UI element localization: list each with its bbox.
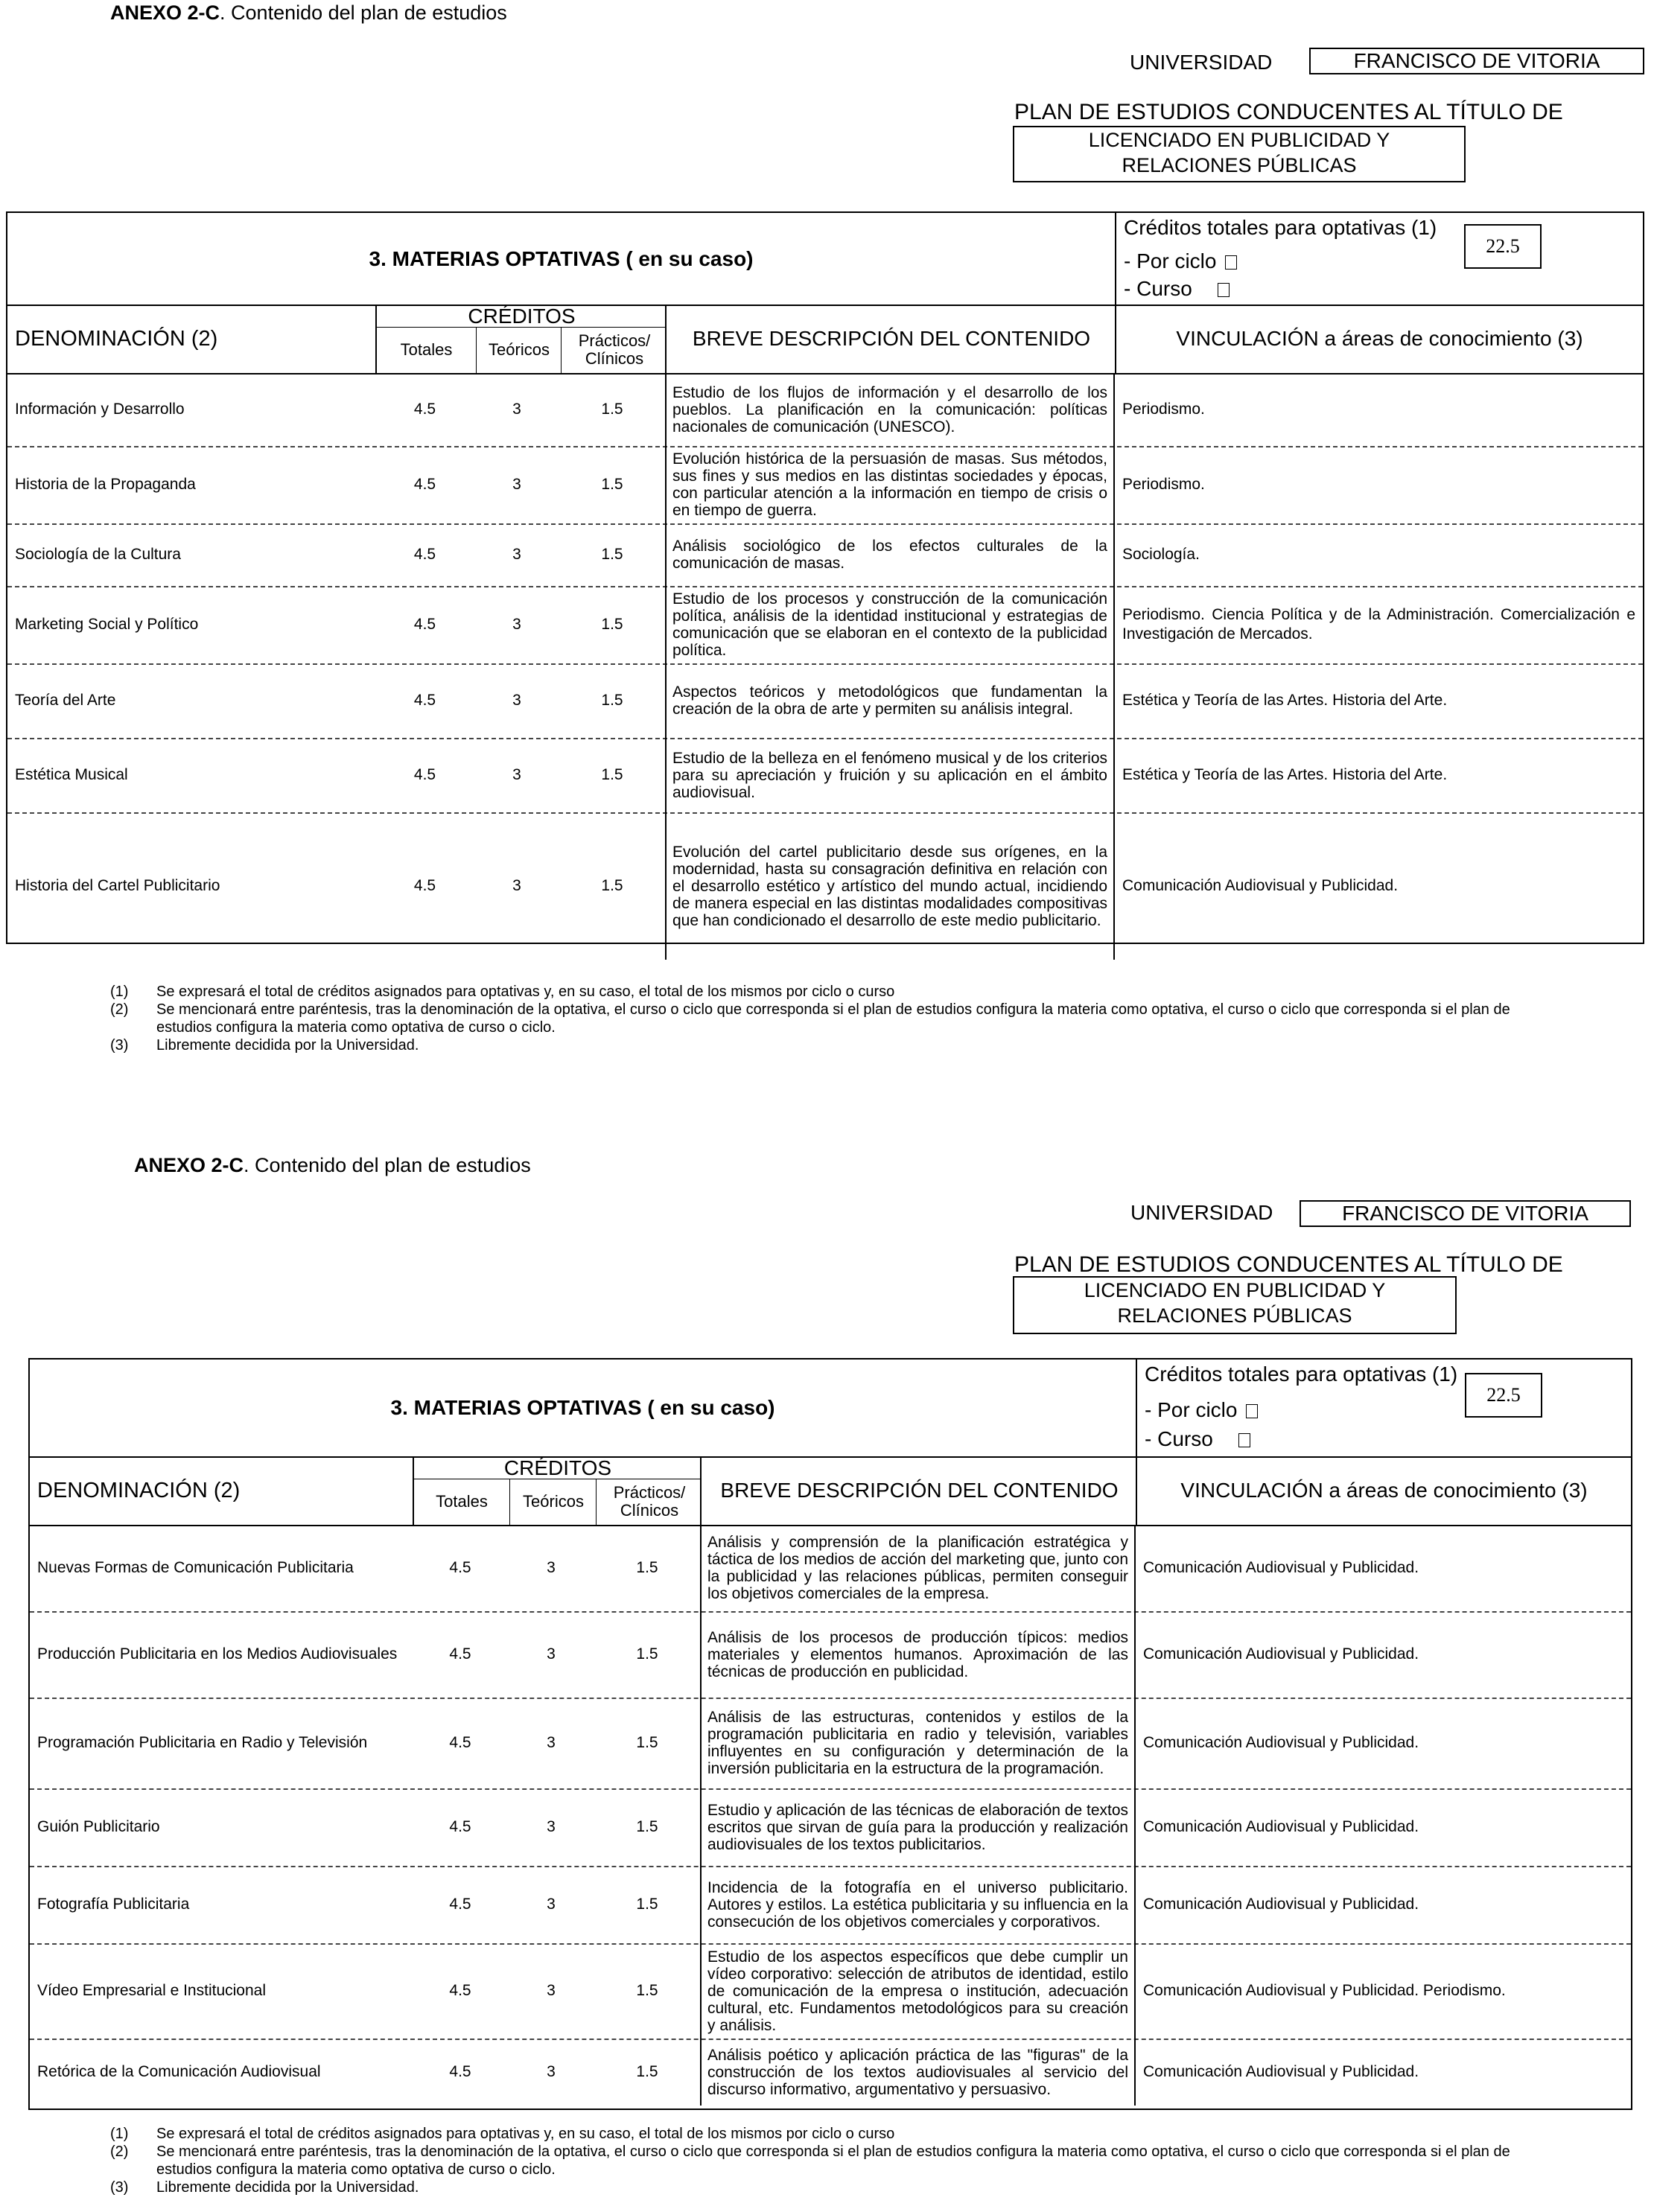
footnote-number: (2) [110,1001,129,1018]
por-ciclo-line [1145,1398,1258,1422]
row-teoricos: 3 [547,1645,556,1663]
row-vinculacion [1136,2039,1631,2106]
row-practicos: 1.5 [636,1559,658,1576]
col-practicos: Prácticos/ Clínicos [561,327,667,373]
row-vinculacion [1115,523,1643,586]
row-vinculacion-text: Periodismo. [1122,401,1205,418]
row-totales: 4.5 [449,1734,471,1751]
footnote-number: (2) [110,2144,129,2160]
titulo-line-2: RELACIONES PÚBLICAS [1117,1304,1352,1327]
row-vinculacion-text: Periodismo. [1122,476,1205,493]
table-row [7,663,1643,739]
curso-label: - Curso [1124,277,1192,301]
footnotes [110,983,1525,1054]
creditos-totales-label: Créditos totales para optativas (1) [1124,216,1437,239]
row-totales: 4.5 [413,877,436,894]
anexo-code: ANEXO 2-C [110,1,220,24]
row-totales: 4.5 [449,1896,471,1913]
creditos-totales-label: Créditos totales para optativas (1) [1145,1362,1458,1386]
row-denominacion: Programación Publicitaria en Radio y Televisión [37,1734,368,1751]
row-vinculacion [1136,1611,1631,1698]
row-vinculacion-text: Estética y Teoría de las Artes. Historia del Arte. [1122,692,1448,709]
footnotes [110,2125,1525,2196]
row-descripcion-text: Estudio de la belleza en el fenómeno musical y de los criterios para su apreciación y fruición y su aplicación en el ámbito audiovisual. [672,749,1107,801]
row-vinculacion [1115,812,1643,960]
row-teoricos: 3 [512,616,521,633]
universidad-label: UNIVERSIDAD [1130,1201,1273,1224]
col-denominacion: DENOMINACIÓN (2) [37,1478,241,1502]
row-denominacion: Producción Publicitaria en los Medios Audiovisuales [37,1645,398,1663]
row-descripcion [700,1943,1136,2039]
row-descripcion [665,812,1115,960]
row-denominacion: Retórica de la Comunicación Audiovisual [37,2063,321,2080]
anexo-heading [110,1,507,25]
row-totales: 4.5 [449,2063,471,2080]
row-vinculacion [1115,738,1643,812]
row-teoricos: 3 [547,1559,556,1576]
row-descripcion [665,446,1115,523]
row-denominacion: Marketing Social y Político [15,616,199,633]
row-teoricos: 3 [547,1982,556,1999]
creditos-group [413,1456,702,1525]
anexo-subtitle: . Contenido del plan de estudios [244,1154,531,1176]
table-row [7,446,1643,525]
row-teoricos: 3 [512,766,521,783]
col-totales: Totales [400,340,453,359]
row-teoricos: 3 [512,401,521,418]
col-descripcion: BREVE DESCRIPCIÓN DEL CONTENIDO [665,305,1116,373]
row-teoricos: 3 [547,1896,556,1913]
row-descripcion [665,373,1115,446]
section-title: 3. MATERIAS OPTATIVAS ( en su caso) [369,246,754,270]
row-vinculacion-text: Estética y Teoría de las Artes. Historia del Arte. [1122,766,1448,783]
row-totales: 4.5 [449,1559,471,1576]
col-denominacion: DENOMINACIÓN (2) [15,326,218,351]
optativas-table [28,1358,1632,2110]
footnote-text: Se expresará el total de créditos asignados para optativas y, en su caso, el total de los mismos por ciclo o curso [156,984,895,1000]
table-row [30,1611,1631,1699]
row-vinculacion-text: Comunicación Audiovisual y Publicidad. [1143,1559,1419,1576]
col-teoricos: Teóricos [476,327,562,373]
creditos-totales-cell [1136,1360,1631,1456]
creditos-totales-value: 22.5 [1464,224,1542,269]
curso-checkbox[interactable] [1238,1433,1250,1447]
row-vinculacion-text: Comunicación Audiovisual y Publicidad. [1143,2063,1419,2080]
row-descripcion-text: Análisis de las estructuras, contenidos y estilos de la programación publicitaria en radio y televisión, variables influyentes en su configuración y determinación de la inversión publicitaria en la estructura de la programación. [707,1709,1128,1777]
plan-label: PLAN DE ESTUDIOS CONDUCENTES AL TÍTULO DE [1014,1252,1563,1277]
titulo-line-2: RELACIONES PÚBLICAS [1122,154,1357,176]
row-vinculacion-text: Comunicación Audiovisual y Publicidad. [1143,1818,1419,1835]
footnote-number: (3) [110,1037,129,1054]
row-denominacion: Teoría del Arte [15,692,116,709]
row-vinculacion-text: Comunicación Audiovisual y Publicidad. Periodismo. [1143,1982,1506,1999]
row-practicos: 1.5 [601,546,623,563]
row-practicos: 1.5 [601,476,623,493]
row-descripcion [700,2039,1136,2106]
creditos-totales-value: 22.5 [1465,1373,1542,1418]
row-vinculacion-text: Comunicación Audiovisual y Publicidad. [1143,1734,1419,1751]
row-practicos: 1.5 [601,692,623,709]
row-practicos: 1.5 [601,766,623,783]
row-descripcion-text: Evolución del cartel publicitario desde sus orígenes, en la modernidad, hasta su consagración definitiva en relación con el desarrollo estético y artístico del mundo actual, incidiendo de manera especial en las distintas modalidades compositivas que han condicionado el desarrollo de este medio publicitario. [672,843,1107,929]
col-creditos: CRÉDITOS [414,1456,702,1479]
row-vinculacion-text: Comunicación Audiovisual y Publicidad. [1143,1896,1419,1913]
table-row [7,812,1643,960]
row-denominacion: Historia de la Propaganda [15,476,196,493]
row-descripcion [665,663,1115,738]
row-vinculacion [1115,663,1643,738]
row-descripcion [700,1788,1136,1866]
footnote [110,1001,1525,1036]
table-row [30,1698,1631,1790]
row-denominacion: Nuevas Formas de Comunicación Publicitaria [37,1559,354,1576]
row-denominacion: Sociología de la Cultura [15,546,181,563]
row-totales: 4.5 [413,766,436,783]
table-title-row [30,1360,1631,1458]
table-row [7,586,1643,665]
footnote-text: Se mencionará entre paréntesis, tras la denominación de la optativa, el curso o ciclo que corresponda si el plan de estudios configura la materia como optativa, el curso o ciclo que corresponda si el plan de estudios configura la materia como optativa de curso o ciclo. [156,1001,1510,1036]
table-row [30,1788,1631,1867]
curso-label: - Curso [1145,1427,1213,1450]
footnote [110,2178,1525,2196]
titulo-line-1: LICENCIADO EN PUBLICIDAD Y [1088,129,1390,151]
universidad-label: UNIVERSIDAD [1130,51,1273,74]
row-teoricos: 3 [512,546,521,563]
titulo-field [1013,126,1466,182]
row-vinculacion-text: Comunicación Audiovisual y Publicidad. [1122,877,1399,894]
footnote-text: Se mencionará entre paréntesis, tras la denominación de la optativa, el curso o ciclo que corresponda si el plan de estudios configura la materia como optativa, el curso o ciclo que corresponda si el plan de estudios configura la materia como optativa de curso o ciclo. [156,2144,1510,2178]
table-row [7,373,1643,447]
row-denominacion: Estética Musical [15,766,128,783]
row-vinculacion [1115,586,1643,663]
row-vinculacion-text: Comunicación Audiovisual y Publicidad. [1143,1645,1419,1663]
anexo-heading [134,1154,531,1177]
titulo-line-1: LICENCIADO EN PUBLICIDAD Y [1084,1279,1386,1301]
curso-line [1124,277,1230,301]
section-title: 3. MATERIAS OPTATIVAS ( en su caso) [390,1396,775,1419]
row-vinculacion [1136,1698,1631,1788]
row-denominacion: Historia del Cartel Publicitario [15,877,220,894]
footnote-number: (1) [110,2126,129,2142]
por-ciclo-label: - Por ciclo [1124,249,1217,273]
row-vinculacion-text: Sociología. [1122,546,1200,563]
footnote-number: (1) [110,984,129,1000]
row-descripcion-text: Análisis poético y aplicación práctica de las "figuras" de la construcción de los textos audiovisuales al servicio del discurso informativo, argumentativo y persuasivo. [707,2046,1128,2098]
anexo-code: ANEXO 2-C [134,1154,244,1176]
row-totales: 4.5 [449,1645,471,1663]
creditos-group [375,305,667,373]
footnote-text: Se expresará el total de créditos asignados para optativas y, en su caso, el total de los mismos por ciclo o curso [156,2126,895,2142]
row-denominacion: Guión Publicitario [37,1818,160,1835]
col-vinculacion: VINCULACIÓN a áreas de conocimiento (3) [1136,1456,1631,1525]
row-practicos: 1.5 [601,401,623,418]
row-teoricos: 3 [512,692,521,709]
col-descripcion: BREVE DESCRIPCIÓN DEL CONTENIDO [700,1456,1137,1525]
optativas-table [6,211,1644,944]
col-practicos: Prácticos/ Clínicos [596,1479,702,1525]
row-vinculacion [1115,373,1643,446]
row-descripcion-text: Aspectos teóricos y metodológicos que fundamentan la creación de la obra de arte y permiten su análisis integral. [672,683,1107,718]
row-teoricos: 3 [547,2063,556,2080]
table-row [30,2039,1631,2106]
row-teoricos: 3 [512,476,521,493]
row-practicos: 1.5 [636,1818,658,1835]
column-header-row [7,305,1643,374]
row-totales: 4.5 [413,476,436,493]
row-denominacion: Vídeo Empresarial e Institucional [37,1982,266,1999]
row-totales: 4.5 [449,1982,471,1999]
footnote [110,983,1525,1001]
row-practicos: 1.5 [636,1645,658,1663]
row-practicos: 1.5 [601,616,623,633]
por-ciclo-checkbox[interactable] [1246,1404,1258,1418]
table-row [7,738,1643,814]
universidad-field: FRANCISCO DE VITORIA [1300,1200,1631,1227]
column-header-row [30,1456,1631,1526]
row-practicos: 1.5 [636,1896,658,1913]
table-row [30,1866,1631,1945]
footnote [110,2143,1525,2178]
row-teoricos: 3 [547,1734,556,1751]
row-descripcion [665,523,1115,586]
row-vinculacion [1115,446,1643,523]
row-denominacion: Información y Desarrollo [15,401,185,418]
row-vinculacion [1136,1943,1631,2039]
col-teoricos: Teóricos [509,1479,597,1525]
row-totales: 4.5 [413,616,436,633]
table-title-row [7,213,1643,306]
row-descripcion-text: Evolución histórica de la persuasión de masas. Sus métodos, sus fines y sus medios en las distintas sociedades y épocas, con particular atención a la información en tiempo de crisis o en tiempo de guerra. [672,450,1107,519]
row-descripcion-text: Incidencia de la fotografía en el universo publicitario. Autores y estilos. La estética publicitaria y su influencia en la consecución de los objetivos comerciales y corporativos. [707,1878,1128,1931]
anexo-subtitle: . Contenido del plan de estudios [220,1,507,24]
row-descripcion [665,738,1115,812]
table-row [30,1525,1631,1613]
row-teoricos: 3 [512,877,521,894]
curso-checkbox[interactable] [1218,283,1230,297]
col-vinculacion: VINCULACIÓN a áreas de conocimiento (3) [1115,305,1643,373]
col-creditos: CRÉDITOS [377,305,667,328]
row-descripcion [700,1611,1136,1698]
row-descripcion [700,1698,1136,1788]
row-descripcion-text: Análisis y comprensión de la planificación estratégica y táctica de los medios de acción del marketing que, junto con la publicidad y las relaciones públicas, permiten conseguir los objetivos comerciales de la empresa. [707,1534,1128,1602]
row-descripcion [700,1525,1136,1611]
row-descripcion [665,586,1115,663]
footnote [110,2125,1525,2143]
footnote [110,1036,1525,1054]
row-practicos: 1.5 [601,877,623,894]
por-ciclo-line [1124,249,1237,273]
row-practicos: 1.5 [636,1982,658,1999]
row-descripcion-text: Análisis de los procesos de producción típicos: medios materiales y elementos humanos. Aproximación de las técnicas de producción en publicidad. [707,1628,1128,1680]
por-ciclo-label: - Por ciclo [1145,1398,1238,1421]
row-totales: 4.5 [449,1818,471,1835]
row-descripcion-text: Análisis sociológico de los efectos culturales de la comunicación de masas. [672,538,1107,572]
row-practicos: 1.5 [636,2063,658,2080]
row-totales: 4.5 [413,401,436,418]
curso-line [1145,1427,1250,1451]
col-totales: Totales [436,1492,488,1511]
creditos-totales-cell [1115,213,1643,305]
row-descripcion [700,1866,1136,1943]
row-descripcion-text: Estudio de los procesos y construcción de la comunicación política, análisis de la identidad institucional y estrategias de comunicación que se elaboran en el contexto de la publicidad política. [672,590,1107,659]
row-vinculacion [1136,1788,1631,1866]
row-vinculacion [1136,1525,1631,1611]
row-descripcion-text: Estudio de los flujos de información y el desarrollo de los pueblos. La planificación en la comunicación: políticas nacionales de comunicación (UNESCO). [672,383,1107,436]
universidad-field: FRANCISCO DE VITORIA [1309,48,1644,74]
row-descripcion-text: Estudio de los aspectos específicos que debe cumplir un vídeo corporativo: selección de atributos de identidad, estilo de comunicación de la empresa o institución, adecuación cultural, etc. Fundamentos metodológicos para su creación y análisis. [707,1948,1128,2034]
footnote-number: (3) [110,2179,129,2196]
row-descripcion-text: Estudio y aplicación de las técnicas de elaboración de textos escritos que sirvan de guía para la producción y realización audiovisuales de los textos publicitarios. [707,1801,1129,1853]
titulo-field [1013,1276,1457,1334]
footnote-text: Libremente decidida por la Universidad. [156,2179,419,2196]
table-row [30,1943,1631,2040]
row-totales: 4.5 [413,546,436,563]
plan-label: PLAN DE ESTUDIOS CONDUCENTES AL TÍTULO DE [1014,100,1563,124]
row-denominacion: Fotografía Publicitaria [37,1896,190,1913]
row-vinculacion-text: Periodismo. Ciencia Política y de la Administración. Comercialización e Investigación de Mercados. [1122,606,1635,643]
footnote-text: Libremente decidida por la Universidad. [156,1037,419,1054]
row-totales: 4.5 [413,692,436,709]
row-teoricos: 3 [547,1818,556,1835]
row-vinculacion [1136,1866,1631,1943]
por-ciclo-checkbox[interactable] [1225,255,1237,270]
row-practicos: 1.5 [636,1734,658,1751]
table-row [7,523,1643,587]
